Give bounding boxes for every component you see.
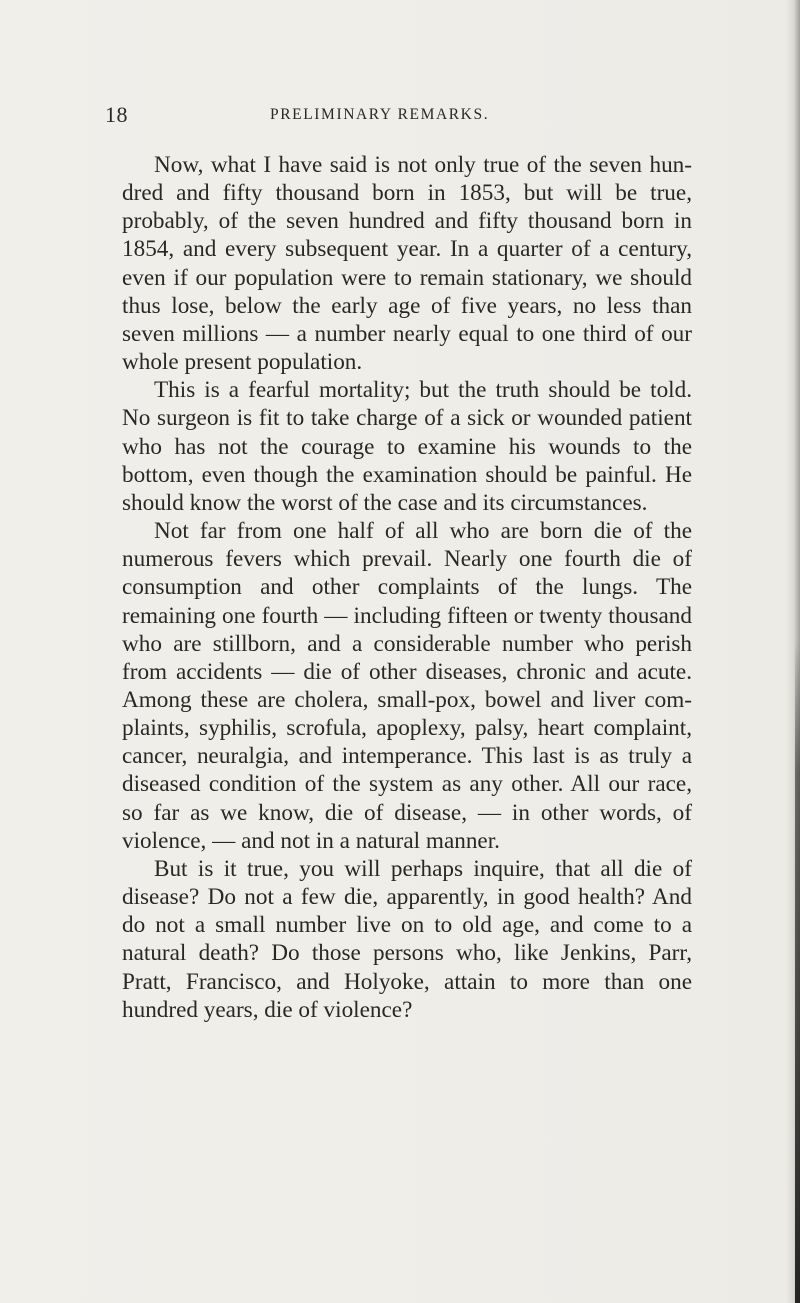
paragraph-1: Now, what I have said is not only true of the seven hundred and fifty thousand born in 1853, but will be true, probably, of the seven hundred and fifty thousand born in 1854, and every subsequent year. In a quarter of a century, even if our population were to remain stationary, we should thus lose, below the early age of five years, no less than seven millions — a number nearly equal to one third of our whole present population. (122, 152, 692, 376)
page-number: 18 (105, 102, 128, 127)
paragraph-3: Not far from one half of all who are born die of the numerous fevers which prevail. Nearly one fourth die of consumption and other complaints of the lungs. The remaining one fourth — including fifteen or twenty thousand who are stillborn, and a considerable number who perish from accidents — die of other diseases, chronic and acute. Among these are cholera, small-pox, bowel and liver complaints, syphilis, scrofula, apoplexy, palsy, heart complaint, cancer, neuralgia, and intemperance. This last is as truly a diseased condition of the system as any other. All our race, so far as we know, die of disease, — in other words, of violence, — and not in a natural manner. (122, 518, 692, 854)
page-edge-binding (795, 640, 800, 1303)
body-text (122, 151, 692, 1024)
paragraph-2: This is a fearful mortality; but the truth should be told. No surgeon is fit to take charge of a sick or wounded patient who has not the courage to examine his wounds to the bottom, even though the examination should be painful. He should know the worst of the case and its circumstances. (122, 377, 692, 516)
running-head (105, 102, 705, 132)
paragraph-4: But is it true, you will perhaps inquire, that all die of disease? Do not a few die, apparently, in good health? And do not a small number live on to old age, and come to a natural death? Do those persons who, like Jenkins, Parr, Pratt, Francisco, and Holyoke, attain to more than one hundred years, die of violence? (122, 855, 692, 1023)
page-heading: PRELIMINARY REMARKS. (270, 106, 490, 123)
